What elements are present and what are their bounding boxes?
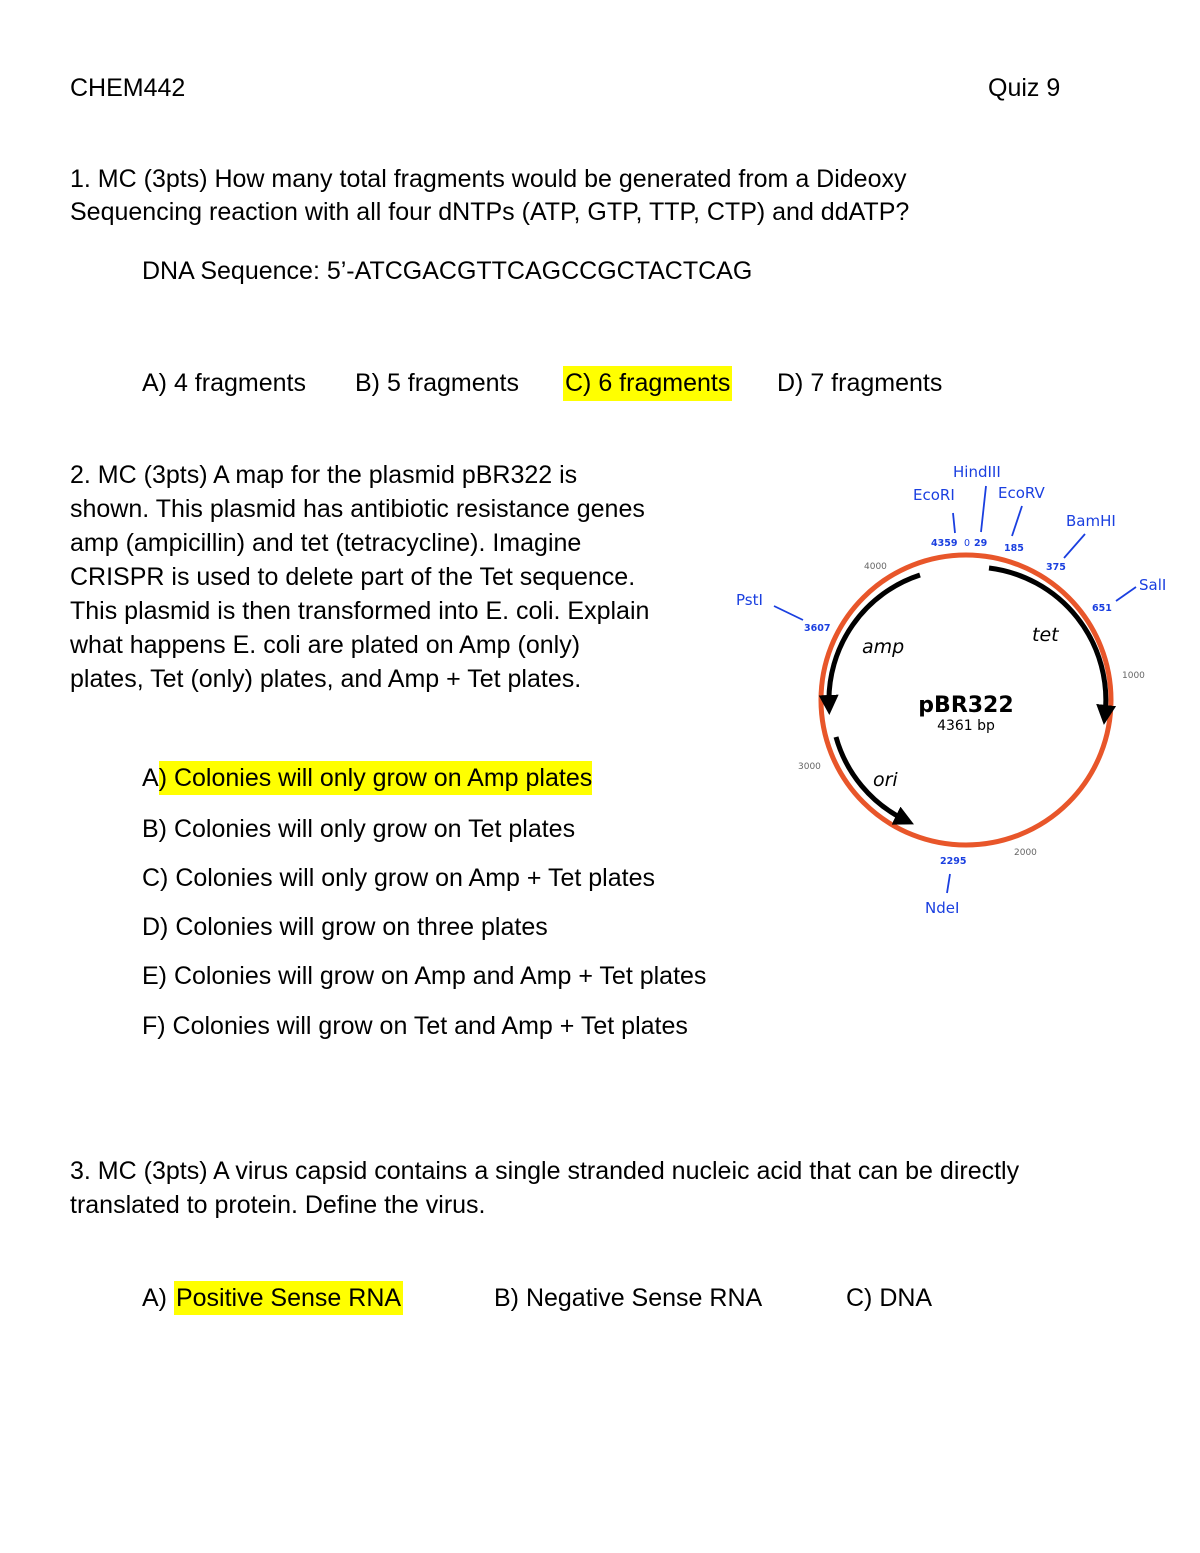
tick-label: 3000	[798, 762, 821, 772]
q1-choice-c-highlighted: C) 6 fragments	[563, 366, 732, 401]
q2-choice-b: B) Colonies will only grow on Tet plates	[142, 815, 576, 843]
site-ndei-name: NdeI	[925, 899, 960, 917]
q2-line: amp (ampicillin) and tet (tetracycline). Imagine	[70, 529, 582, 557]
q2-line: shown. This plasmid has antibiotic resistance genes	[70, 495, 645, 523]
q1-choice-b: B) 5 fragments	[355, 369, 519, 397]
tet-label: tet	[1032, 624, 1059, 646]
q1-choice-a: A) 4 fragments	[142, 369, 306, 397]
q2-line: what happens E. coli are plated on Amp (only)	[70, 631, 581, 659]
site-ndei-pos: 2295	[940, 856, 967, 867]
site-ecori-pos: 4359	[931, 538, 958, 549]
site-bamhi-pos: 375	[1046, 562, 1066, 573]
ori-label: ori	[873, 769, 898, 791]
q2-line: This plasmid is then transformed into E. coli. Explain	[70, 597, 650, 625]
q3-choice-a-highlighted: Positive Sense RNA	[174, 1281, 403, 1315]
amp-label: amp	[862, 636, 905, 658]
q2-line: 2. MC (3pts) A map for the plasmid pBR322 is	[70, 461, 578, 489]
zero-marker: 0	[964, 538, 971, 549]
tick-label: 1000	[1122, 671, 1145, 681]
q2-choice-d: D) Colonies will grow on three plates	[142, 913, 548, 941]
site-bamhi-name: BamHI	[1066, 512, 1116, 530]
q2-line: plates, Tet (only) plates, and Amp + Tet plates.	[70, 665, 582, 693]
plasmid-name: pBR322	[918, 693, 1014, 718]
q2-choice-a-highlighted: ) Colonies will only grow on Amp plates	[159, 761, 593, 795]
q1-line2: Sequencing reaction with all four dNTPs (ATP, GTP, TTP, CTP) and ddATP?	[70, 198, 910, 226]
site-hindiii-name: HindIII	[953, 463, 1001, 481]
site-psti-pos: 3607	[804, 623, 831, 634]
q2-line: CRISPR is used to delete part of the Tet sequence.	[70, 563, 636, 591]
q2-choice-c: C) Colonies will only grow on Amp + Tet plates	[142, 864, 655, 892]
q1-choice-d: D) 7 fragments	[777, 369, 943, 397]
q2-choice-e: E) Colonies will grow on Amp and Amp + Tet plates	[142, 962, 707, 990]
site-sali-pos: 651	[1092, 603, 1112, 614]
q2-choice-f: F) Colonies will grow on Tet and Amp + Tet plates	[142, 1012, 688, 1040]
q2-prompt	[70, 458, 730, 696]
plasmid-map	[720, 450, 1180, 930]
q2-choice-a	[142, 764, 592, 793]
course-title: CHEM442	[70, 74, 186, 102]
q3-choice-c: C) DNA	[846, 1284, 933, 1312]
site-sali-name: SalI	[1139, 576, 1167, 594]
q1-sequence: DNA Sequence: 5’-ATCGACGTTCAGCCGCTACTCAG	[142, 257, 753, 285]
q3-choice-a-letter: A)	[142, 1284, 174, 1312]
q3-choice-b: B) Negative Sense RNA	[494, 1284, 763, 1312]
tick-label: 2000	[1014, 848, 1037, 858]
tick-label: 4000	[864, 562, 887, 572]
quiz-number: Quiz 9	[988, 74, 1061, 102]
q3-choice-a	[142, 1284, 403, 1313]
site-ecorv-name: EcoRV	[998, 484, 1045, 502]
q1-line1: 1. MC (3pts) How many total fragments would be generated from a Dideoxy	[70, 165, 907, 193]
plasmid-size: 4361 bp	[937, 718, 995, 734]
site-ecorv-pos: 185	[1004, 543, 1024, 554]
q2-choice-a-letter: A	[142, 764, 159, 792]
q3-line2: translated to protein. Define the virus.	[70, 1191, 486, 1219]
q3-line1: 3. MC (3pts) A virus capsid contains a single stranded nucleic acid that can be directly	[70, 1157, 1020, 1185]
site-ecori-name: EcoRI	[913, 486, 955, 504]
site-psti-name: PstI	[736, 591, 763, 609]
site-hindiii-pos: 29	[974, 538, 988, 549]
